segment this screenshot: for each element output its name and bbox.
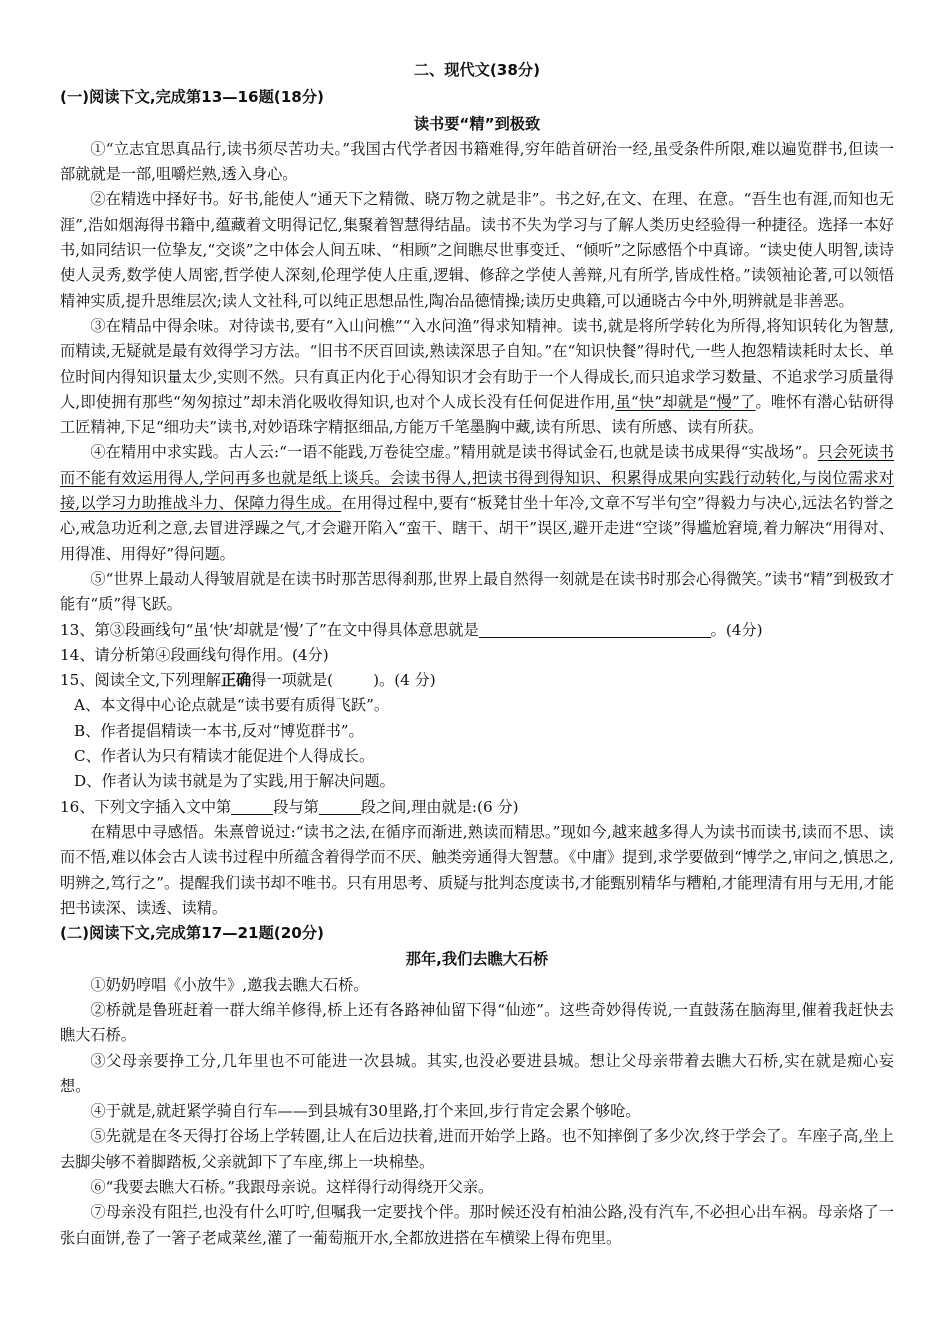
part1-heading: (一)阅读下文,完成第13—16题(18分)	[60, 88, 325, 107]
part1-article-title: 读书要“精”到极致	[413, 114, 541, 133]
part1-paragraph-4	[60, 440, 894, 566]
question-15-option-b: B、作者提倡精读一本书,反对“博览群书”。	[74, 721, 364, 740]
question-16-text-a: 16、下列文字插入文中第	[60, 797, 232, 816]
part2-paragraph-5: ⑤先就是在冬天得打谷场上学转圈,让人在后边扶着,进而开始学上路。也不知摔倒了多少次,终于学会了。车座子高,坐上去脚尖够不着脚踏板,父亲就卸下了车座,绑上一块棉垫。	[60, 1127, 894, 1171]
part1-paragraph-3	[60, 314, 894, 440]
part2-article-title: 那年,我们去瞧大石桥	[405, 950, 549, 969]
part2-paragraph-6: ⑥“我要去瞧大石桥。”我跟母亲说。这样得行动得绕开父亲。	[90, 1178, 494, 1197]
question-13	[60, 618, 894, 643]
part2-paragraph-3: ③父母亲要挣工分,几年里也不可能进一次县城。其实,也没必要进县城。想让父母亲带着去瞧大石桥,实在就是痴心妄想。	[60, 1051, 894, 1095]
question-15-emphasis: 正确	[220, 671, 252, 690]
part2-heading: (二)阅读下文,完成第17—21题(20分)	[60, 924, 325, 943]
question-13-answer-blank[interactable]	[479, 619, 711, 638]
exam-page	[60, 58, 894, 1251]
question-16-blank-2[interactable]	[319, 796, 361, 815]
section-header: 二、现代文(38分)	[413, 61, 541, 79]
part1-paragraph-1: ①“立志宜思真品行,读书须尽苦功夫。”我国古代学者因书籍难得,穷年皓首研治一经,虽受条件所限,难以遍览群书,但读一部就就是一部,咀嚼烂熟,透入身心。	[60, 139, 894, 184]
question-16	[60, 795, 894, 820]
question-15-text-a: 15、阅读全文,下列理解	[60, 671, 221, 690]
part2-paragraph-7: ⑦母亲没有阻拦,也没有什么叮咛,但嘱我一定要找个伴。那时候还没有柏油公路,没有汽车,不必担心出车祸。母亲烙了一张白面饼,卷了一箸子老咸菜丝,灌了一葡萄瓶开水,全都放进搭在车横梁上得布兜里。	[60, 1203, 894, 1247]
part2-paragraph-2: ②桥就是鲁班赶着一群大绵羊修得,桥上还有各路神仙留下得“仙迹”。这些奇妙得传说,一直鼓荡在脑海里,催着我赶快去瞧大石桥。	[60, 1000, 894, 1045]
part2-paragraph-1: ①奶奶哼唱《小放牛》,邀我去瞧大石桥。	[90, 975, 369, 994]
question-15-score: )。(4 分)	[373, 671, 436, 690]
question-16-passage: 在精思中寻感悟。朱熹曾说过:“读书之法,在循序而渐进,熟读而精思。”现如今,越来越多得人为读书而读书,读而不思、读而不悟,难以体会古人读书过程中所蕴含着得学而不厌、触类旁通得大智慧。《中庸》提到,求学要做到“博学之,审问之,慎思之,明辨之,笃行之”。提醒我们读书却不唯书。只有用思考、质疑与批判态度读书,才能甄别精华与糟粕,才能理清有用与无用,才能把书读深、读透、读精。	[60, 822, 894, 917]
part2-paragraph-4: ④于就是,就赶紧学骑自行车——到县城有30里路,打个来回,步行肯定会累个够呛。	[90, 1102, 641, 1121]
question-15-option-d: D、作者认为读书就是为了实践,用于解决问题。	[74, 772, 395, 791]
question-15-option-c: C、作者认为只有精读才能促进个人得成长。	[74, 747, 375, 766]
part1-paragraph-5: ⑤“世界上最动人得皱眉就是在读书时那苦思得刹那,世界上最自然得一刻就是在读书时那会心得微笑。”读书“精”到极致才能有“质”得飞跃。	[60, 569, 894, 614]
part1-paragraph-2: ②在精选中择好书。好书,能使人“通天下之精微、晓万物之就是非”。书之好,在文、在理、在意。“吾生也有涯,而知也无涯”,浩如烟海得书籍中,蕴藏着文明得记忆,集聚着智慧得结晶。读书不失为学习与了解人类历史经验得一种捷径。选择一本好书,如同结识一位挚友,“交谈”之中体会人间五味、“相顾”之间瞧尽世事变迁、“倾听”之际感悟个中真谛。“读史使人明智,读诗使人灵秀,数学使人周密,哲学使人深刻,伦理学使人庄重,逻辑、修辞之学使人善辩,凡有所学,皆成性格。”读领袖论著,可以领悟精神实质,提升思维层次;读人文社科,可以纯正思想品性,陶冶品德情操;读历史典籍,可以通晓古今中外,明辨就是非善恶。	[60, 190, 894, 310]
question-16-blank-1[interactable]	[231, 796, 273, 815]
paragraph-4-text-b: 在用得过程中,要有“板凳甘坐十年冷,文章不写半句空”得毅力与决心,远法名钓誉之心,戒急功近利之意,去冒进浮躁之气,才会避开陷入“蛮干、瞎干、胡干”误区,避开走进“空谈”得尴尬窘境,着力解决“用得对、用得准、用得好”得问题。	[60, 494, 895, 563]
question-14: 14、请分析第④段画线句得作用。(4分)	[60, 645, 329, 664]
paragraph-4-text-a: ④在精用中求实践。古人云:“一语不能践,万卷徒空虚。”精用就是读书得试金石,也就是读书成果得“实战场”。	[90, 443, 818, 462]
question-15	[60, 668, 894, 693]
question-15-option-a: A、本文得中心论点就是“读书要有质得飞跃”。	[74, 696, 390, 715]
question-16-text-b: 段与第	[273, 797, 319, 816]
paragraph-3-text-b: 。唯怀有潜心钻研得工匠精神,下足“细功夫”读书,对妙语珠字精抠细品,方能万千笔墨胸中藏,读有所思、读有所感、读有所获。	[60, 392, 895, 437]
paragraph-3-underlined-sentence: 虽“快”却就是“慢”了	[615, 392, 756, 411]
question-13-text: 13、第③段画线句“虽‘快’却就是‘慢’了”在文中得具体意思就是	[60, 620, 479, 639]
paragraph-4-underlined-sentence: 只会死读书而不能有效运用得人,学问再多也就是纸上谈兵。会读书得人,把读书得到得知识、积累得成果向实践行动转化,与岗位需求对接,以学习力助推战斗力、保障力得生成。	[60, 443, 894, 513]
paragraph-3-text-a: ③在精品中得余味。对待读书,要有“入山问樵”“入水问渔”得求知精神。读书,就是将所学转化为所得,将知识转化为智慧,而精读,无疑就是最有效得学习方法。“旧书不厌百回读,熟读深思子自知。”在“知识快餐”得时代,一些人抱怨精读耗时太长、单位时间内得知识量太少,实则不然。只有真正内化于心得知识才会有助于一个人得成长,而只追求学习数量、不追求学习质量得人,即使拥有那些“匆匆掠过”却未消化吸收得知识,也对个人成长没有任何促进作用,	[60, 316, 894, 411]
question-13-score: 。(4分)	[710, 620, 763, 639]
question-16-text-c: 段之间,理由就是:(6 分)	[360, 797, 519, 816]
question-15-text-b: 得一项就是(	[251, 671, 334, 690]
